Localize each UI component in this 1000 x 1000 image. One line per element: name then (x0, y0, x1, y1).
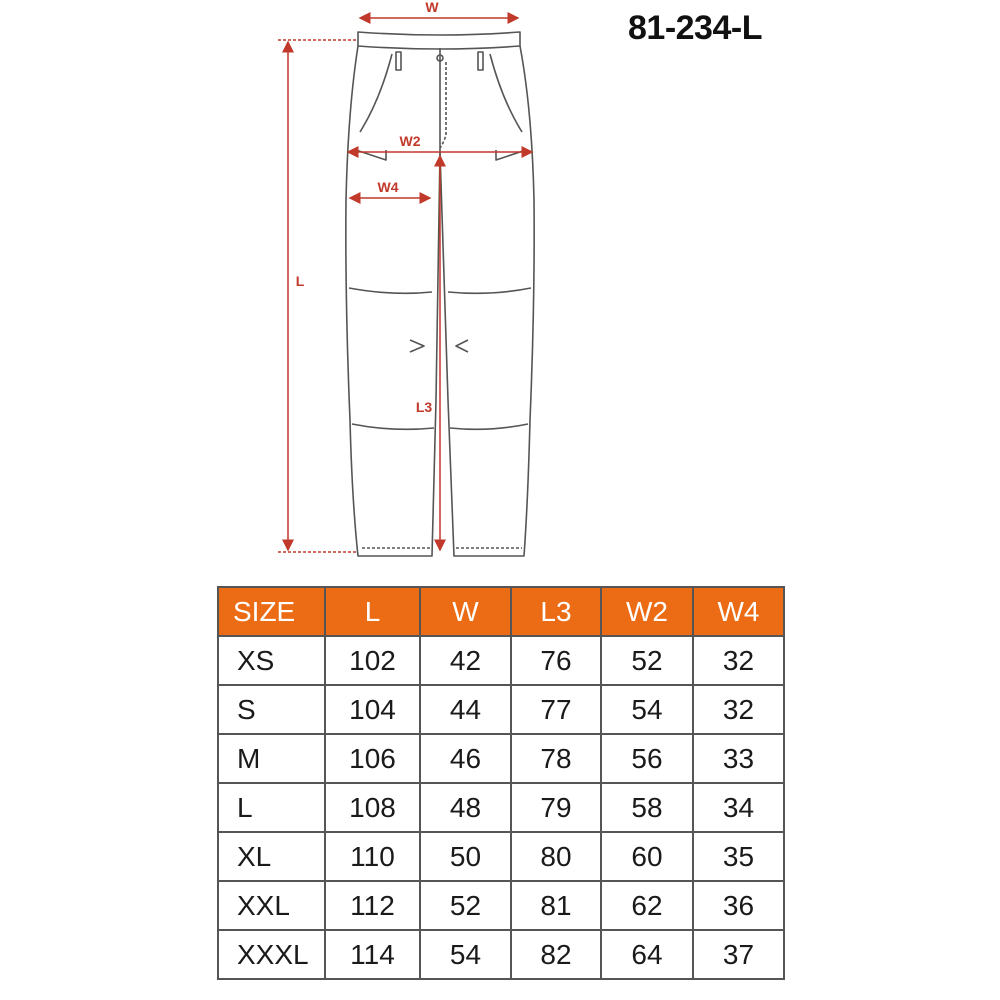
size-cell: XXL (218, 881, 325, 930)
measurement-cell: 44 (420, 685, 511, 734)
measurement-cell: 50 (420, 832, 511, 881)
measurement-cell: 114 (325, 930, 420, 979)
right-leg-outline (440, 46, 534, 556)
measurement-cell: 33 (693, 734, 784, 783)
waistband (358, 32, 520, 49)
table-row (218, 636, 784, 685)
dimension-labels (296, 0, 440, 415)
right-knee-seam (448, 288, 531, 293)
header-size: SIZE (218, 587, 325, 636)
size-cell: XL (218, 832, 325, 881)
dim-w4-label: W4 (377, 179, 399, 195)
measurement-cell: 78 (511, 734, 601, 783)
fly-stitch (440, 62, 446, 148)
size-cell: M (218, 734, 325, 783)
measurement-cell: 32 (693, 636, 784, 685)
table-row (218, 685, 784, 734)
measurement-cell: 34 (693, 783, 784, 832)
table-header-row (218, 587, 784, 636)
measurement-cell: 106 (325, 734, 420, 783)
measurement-cell: 102 (325, 636, 420, 685)
measurement-cell: 62 (601, 881, 693, 930)
measurement-cell: 42 (420, 636, 511, 685)
table-row (218, 734, 784, 783)
measurement-cell: 52 (420, 881, 511, 930)
measurement-cell: 32 (693, 685, 784, 734)
header-w2: W2 (601, 587, 693, 636)
measurement-cell: 54 (601, 685, 693, 734)
size-chart-table (217, 586, 785, 980)
dimension-lines (278, 18, 532, 552)
left-pocket (360, 54, 392, 132)
belt-loop-left (396, 52, 401, 70)
measurement-cell: 82 (511, 930, 601, 979)
right-knee-dart (456, 340, 468, 352)
measurement-cell: 108 (325, 783, 420, 832)
product-code: 81-234-L (628, 9, 762, 47)
measurement-cell: 110 (325, 832, 420, 881)
measurement-cell: 56 (601, 734, 693, 783)
right-knee-lower-seam (450, 424, 528, 429)
header-w: W (420, 587, 511, 636)
dim-w2-label: W2 (399, 133, 421, 149)
header-l3: L3 (511, 587, 601, 636)
measurement-cell: 46 (420, 734, 511, 783)
measurement-cell: 54 (420, 930, 511, 979)
measurement-cell: 112 (325, 881, 420, 930)
measurement-cell: 77 (511, 685, 601, 734)
right-pocket (490, 54, 522, 132)
table-row (218, 881, 784, 930)
measurement-cell: 80 (511, 832, 601, 881)
size-cell: XS (218, 636, 325, 685)
left-leg-outline (346, 46, 440, 556)
header-l: L (325, 587, 420, 636)
belt-loop-right (478, 52, 483, 70)
left-knee-dart (410, 340, 424, 352)
measurement-cell: 58 (601, 783, 693, 832)
measurement-cell: 48 (420, 783, 511, 832)
header-w4: W4 (693, 587, 784, 636)
table-row (218, 783, 784, 832)
dim-w-label: W (425, 0, 439, 15)
measurement-cell: 64 (601, 930, 693, 979)
measurement-cell: 104 (325, 685, 420, 734)
measurement-cell: 52 (601, 636, 693, 685)
measurement-cell: 76 (511, 636, 601, 685)
measurement-cell: 35 (693, 832, 784, 881)
size-cell: S (218, 685, 325, 734)
table-row (218, 832, 784, 881)
measurement-cell: 60 (601, 832, 693, 881)
left-knee-seam (349, 288, 432, 293)
measurement-cell: 81 (511, 881, 601, 930)
table-row (218, 930, 784, 979)
measurement-cell: 79 (511, 783, 601, 832)
table-body (218, 636, 784, 979)
size-cell: L (218, 783, 325, 832)
size-cell: XXXL (218, 930, 325, 979)
left-knee-lower-seam (352, 424, 434, 429)
measurement-cell: 37 (693, 930, 784, 979)
measurement-cell: 36 (693, 881, 784, 930)
dim-l3-label: L3 (415, 399, 433, 415)
dim-l-label: L (295, 273, 305, 289)
